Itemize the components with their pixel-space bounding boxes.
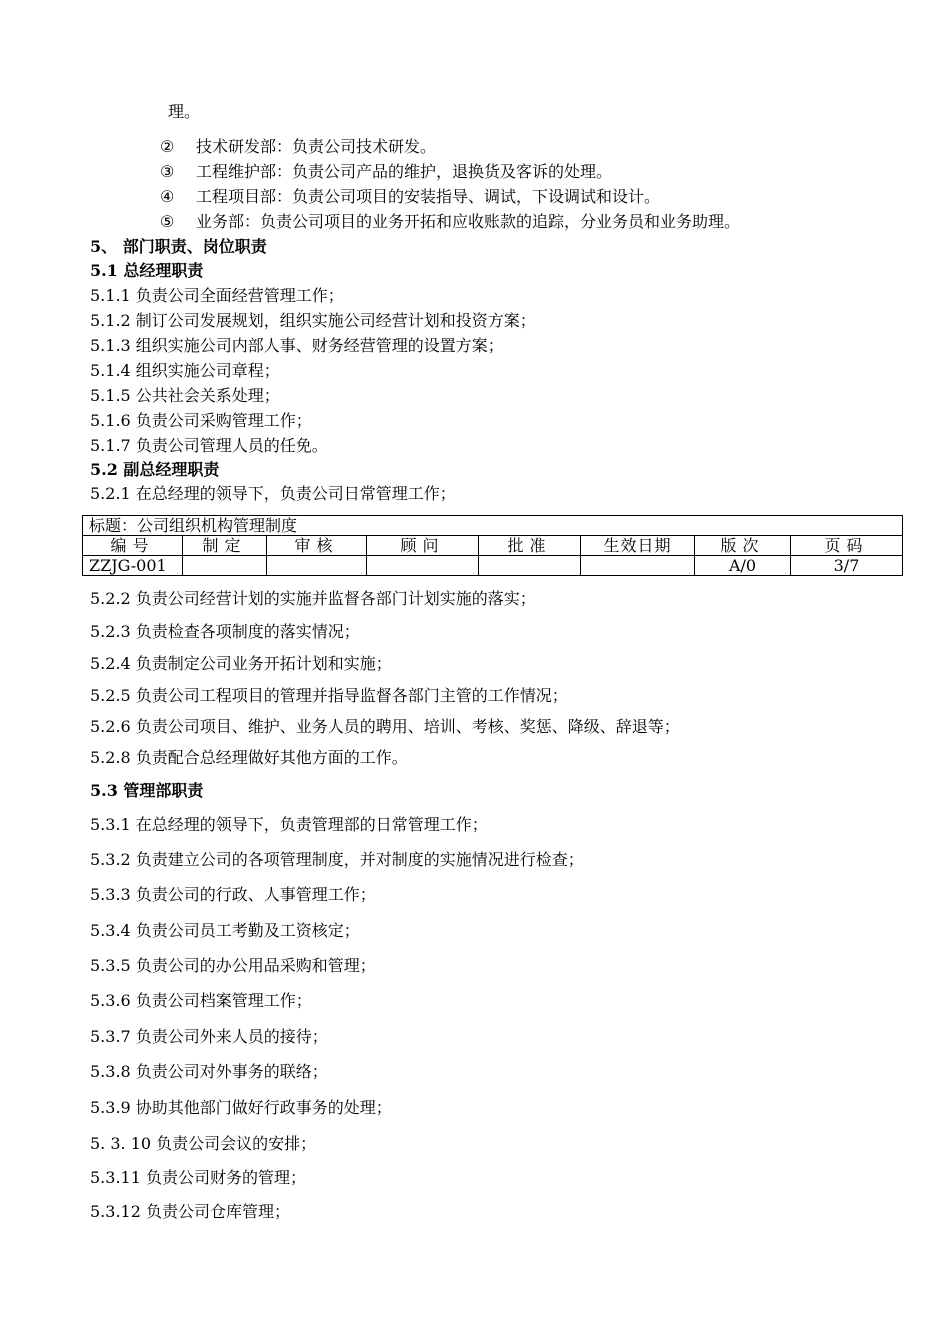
header-title: 标题：公司组织机构管理制度 <box>83 516 903 536</box>
duty-item: 5.3.6 负责公司档案管理工作； <box>90 991 312 1010</box>
continuation-text: 理。 <box>168 102 201 121</box>
cell-value <box>367 556 479 576</box>
duty-item: 5.2.8 负责配合总经理做好其他方面的工作。 <box>90 748 408 767</box>
col-header: 页码 <box>791 536 903 556</box>
department-item <box>160 187 660 207</box>
duty-item: 5.3.2 负责建立公司的各项管理制度，并对制度的实施情况进行检查； <box>90 850 584 869</box>
duty-item: 5. 3. 10 负责公司会议的安排； <box>90 1134 317 1153</box>
duty-item: 5.3.8 负责公司对外事务的联络； <box>90 1062 328 1081</box>
duty-item: 5.1.6 负责公司采购管理工作； <box>90 411 312 430</box>
duty-item: 5.3.9 协助其他部门做好行政事务的处理； <box>90 1098 392 1117</box>
col-header: 版次 <box>695 536 791 556</box>
subsection-heading: 5.1 总经理职责 <box>90 261 204 280</box>
col-header: 批准 <box>479 536 581 556</box>
subsection-heading: 5.2 副总经理职责 <box>90 460 220 479</box>
duty-item: 5.1.1 负责公司全面经营管理工作； <box>90 286 344 305</box>
document-header-table <box>82 515 903 576</box>
col-header: 顾问 <box>367 536 479 556</box>
col-header: 审核 <box>267 536 367 556</box>
subsection-heading: 5.3 管理部职责 <box>90 781 204 800</box>
item-text: 工程项目部：负责公司项目的安装指导、调试，下设调试和设计。 <box>196 187 661 206</box>
duty-item: 5.3.11 负责公司财务的管理； <box>90 1168 306 1187</box>
duty-item: 5.1.5 公共社会关系处理； <box>90 386 280 405</box>
duty-item: 5.3.1 在总经理的领导下，负责管理部的日常管理工作； <box>90 815 488 834</box>
duty-item: 5.3.12 负责公司仓库管理； <box>90 1202 290 1221</box>
version-value: A/0 <box>695 556 791 576</box>
item-number: ② <box>160 137 175 156</box>
item-number: ④ <box>160 187 175 206</box>
doc-number: ZZJG-001 <box>83 556 183 576</box>
department-item <box>160 137 436 157</box>
duty-item: 5.2.4 负责制定公司业务开拓计划和实施； <box>90 654 392 673</box>
duty-item: 5.1.2 制订公司发展规划，组织实施公司经营计划和投资方案； <box>90 311 536 330</box>
duty-item: 5.2.5 负责公司工程项目的管理并指导监督各部门主管的工作情况； <box>90 686 568 705</box>
section-heading: 5、 部门职责、岗位职责 <box>90 237 267 256</box>
duty-item: 5.3.3 负责公司的行政、人事管理工作； <box>90 885 376 904</box>
duty-item: 5.2.6 负责公司项目、维护、业务人员的聘用、培训、考核、奖惩、降级、辞退等； <box>90 717 680 736</box>
item-number: ⑤ <box>160 212 175 231</box>
department-item <box>160 212 740 232</box>
page-number: 3/7 <box>791 556 903 576</box>
duty-item: 5.1.7 负责公司管理人员的任免。 <box>90 436 328 455</box>
duty-item: 5.2.1 在总经理的领导下，负责公司日常管理工作； <box>90 484 456 503</box>
department-item <box>160 162 612 182</box>
item-number: ③ <box>160 162 175 181</box>
cell-value <box>267 556 367 576</box>
duty-item: 5.3.4 负责公司员工考勤及工资核定； <box>90 921 360 940</box>
cell-value <box>581 556 695 576</box>
duty-item: 5.1.3 组织实施公司内部人事、财务经营管理的设置方案； <box>90 336 504 355</box>
duty-item: 5.3.7 负责公司外来人员的接待； <box>90 1027 328 1046</box>
col-header: 生效日期 <box>581 536 695 556</box>
item-text: 工程维护部：负责公司产品的维护，退换货及客诉的处理。 <box>196 162 613 181</box>
duty-item: 5.1.4 组织实施公司章程； <box>90 361 280 380</box>
duty-item: 5.2.2 负责公司经营计划的实施并监督各部门计划实施的落实； <box>90 589 536 608</box>
col-header: 编号 <box>83 536 183 556</box>
item-text: 技术研发部：负责公司技术研发。 <box>196 137 437 156</box>
duty-item: 5.2.3 负责检查各项制度的落实情况； <box>90 622 360 641</box>
col-header: 制定 <box>183 536 267 556</box>
cell-value <box>183 556 267 576</box>
cell-value <box>479 556 581 576</box>
duty-item: 5.3.5 负责公司的办公用品采购和管理； <box>90 956 376 975</box>
item-text: 业务部：负责公司项目的业务开拓和应收账款的追踪，分业务员和业务助理。 <box>196 212 741 231</box>
